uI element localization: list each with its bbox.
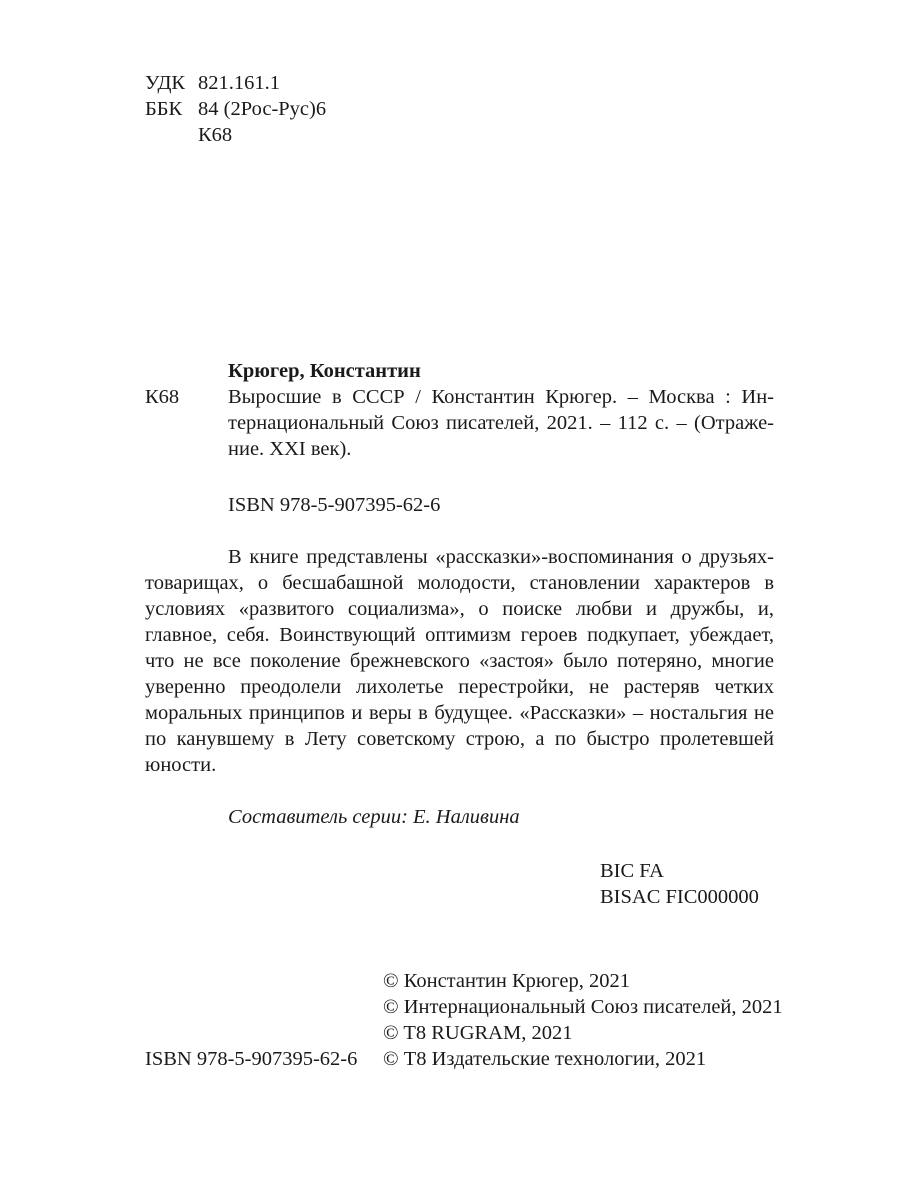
author-sign-row	[145, 122, 232, 148]
bbk-row	[145, 96, 326, 122]
cutter-mark: К68	[145, 386, 180, 408]
udk-value: 821.161.1	[198, 72, 280, 94]
bic-code: BIC FA	[600, 860, 664, 882]
copyright-block	[383, 968, 783, 1072]
copyright-line: © Константин Крюгер, 2021	[383, 970, 630, 992]
udk-row	[145, 70, 280, 96]
copyright-line: © Интернациональный Союз писателей, 2021	[383, 996, 783, 1018]
author-heading: Крюгер, Константин	[228, 360, 421, 382]
annotation: В книге представлены «рассказки»-воспоминания о друзьях-товарищах, о бесшабашной молодости, становлении характеров в условиях «развитого социализма», о поиске любви и дружбы, и, главное, себя. Воинствующий оптимизм героев подкупает, убеждает, что не все поколение брежневского «застоя» было потеряно, многие уверенно преодолели лихолетье перестройки, не растеряв четких моральных принципов и веры в будущее. «Рассказки» – ностальгия не по канувшему в Лету советскому строю, а по быстро пролетевшей юности.	[145, 546, 774, 776]
bbk-value: 84 (2Рос-Рус)6	[198, 98, 327, 120]
series-compiler: Составитель серии: Е. Наливина	[228, 806, 520, 828]
isbn-main: ISBN 978-5-907395-62-6	[228, 494, 441, 516]
copyright-line: © Т8 Издательские технологии, 2021	[383, 1048, 707, 1070]
bisac-code: BISAC FIC000000	[600, 886, 759, 908]
udk-label: УДК	[145, 72, 186, 94]
isbn-bottom: ISBN 978-5-907395-62-6	[145, 1048, 358, 1070]
copyright-line: © T8 RUGRAM, 2021	[383, 1022, 573, 1044]
author-sign-value: К68	[198, 124, 233, 146]
bibliographic-description: Выросшие в СССР / Константин Крюгер. – Москва : Интернациональный Союз писателей, 2021. – 112 с. – (Отражение. XXI век).	[228, 386, 774, 460]
bbk-label: ББК	[145, 98, 183, 120]
bic-codes	[600, 858, 759, 910]
